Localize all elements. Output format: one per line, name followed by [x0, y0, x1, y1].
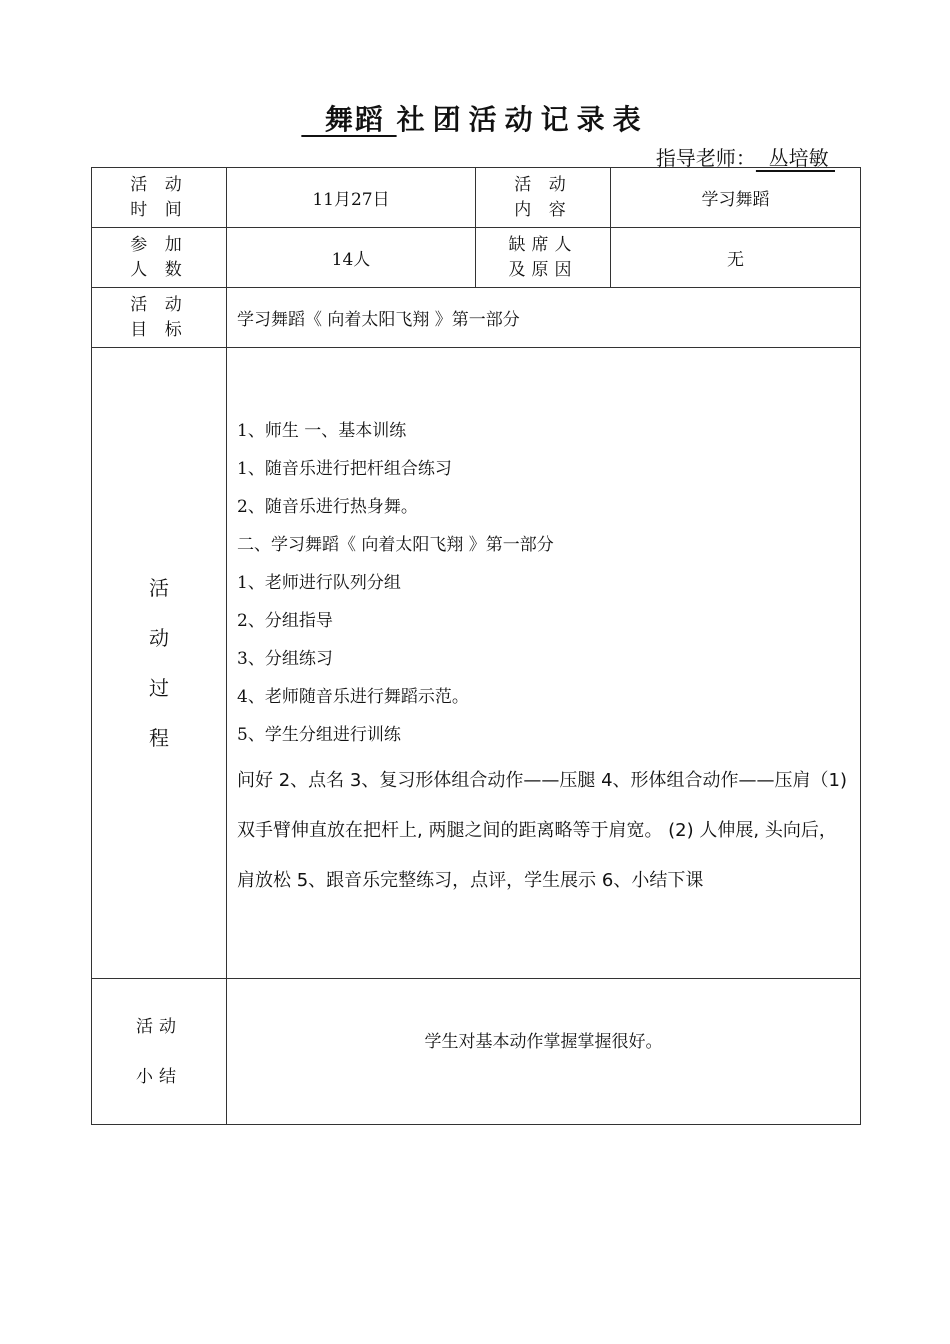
- process-label-char: 活: [149, 576, 169, 600]
- process-line: 2、分组指导: [237, 611, 333, 631]
- time-label-cell: [92, 168, 227, 228]
- summary-label-line2: 小结: [136, 1066, 182, 1087]
- content-value: 学习舞蹈: [611, 168, 861, 228]
- process-line: 二、学习舞蹈《 向着太阳飞翔 》第一部分: [237, 535, 554, 555]
- people-value: 14人: [227, 228, 476, 288]
- table-row: [92, 288, 861, 348]
- time-label-line1: 活 动: [130, 174, 188, 195]
- title-text: 社团活动记录表: [396, 103, 649, 136]
- people-label-line1: 参 加: [130, 234, 188, 255]
- process-label-char: 动: [149, 626, 169, 650]
- table-row: [92, 348, 861, 979]
- table-row: [92, 168, 861, 228]
- content-label-line2: 内 容: [514, 199, 572, 220]
- summary-label-cell: [92, 979, 227, 1125]
- teacher-label: 指导老师：: [655, 146, 756, 170]
- process-line: 4、老师随音乐进行舞蹈示范。: [237, 687, 469, 707]
- goal-label-cell: [92, 288, 227, 348]
- teacher-name: 丛培敏: [755, 146, 835, 170]
- absent-label-cell: [476, 228, 611, 288]
- time-label-line2: 时 间: [130, 199, 188, 220]
- process-line: 2、随音乐进行热身舞。: [237, 497, 418, 517]
- time-value: 11月27日: [227, 168, 476, 228]
- people-label-line2: 人 数: [130, 259, 188, 280]
- table-row: [92, 979, 861, 1125]
- process-content: [227, 348, 861, 979]
- process-line: 3、分组练习: [237, 649, 333, 669]
- process-line: 1、师生 一、基本训练: [237, 421, 407, 441]
- absent-value: 无: [611, 228, 861, 288]
- process-label-char: 过: [149, 676, 169, 700]
- page-title: [0, 98, 950, 138]
- activity-record-table: [91, 167, 861, 1125]
- absent-label-line2: 及原因: [508, 259, 578, 280]
- summary-value: 学生对基本动作掌握掌握很好。: [227, 979, 861, 1125]
- goal-label-line2: 目 标: [130, 319, 188, 340]
- process-line: 1、随音乐进行把杆组合练习: [237, 459, 452, 479]
- content-label-line1: 活 动: [514, 174, 572, 195]
- process-label-cell: [92, 348, 227, 979]
- goal-value: 学习舞蹈《 向着太阳飞翔 》第一部分: [227, 288, 861, 348]
- club-name: 舞蹈: [301, 103, 397, 136]
- process-label-char: 程: [149, 726, 169, 750]
- process-line: 1、老师进行队列分组: [237, 573, 401, 593]
- table-row: [92, 228, 861, 288]
- absent-label-line1: 缺席人: [508, 234, 578, 255]
- people-label-cell: [92, 228, 227, 288]
- content-label-cell: [476, 168, 611, 228]
- process-paragraph: 问好 2、点名 3、复习形体组合动作——压腿 4、形体组合动作——压肩（1) 双手臂伸直放在把杆上, 两腿之间的距离略等于肩宽。 (2) 人伸展, 头向后，肩放松 5、跟音乐完整练习，点评，学生展示 6、小结下课: [237, 770, 847, 891]
- process-line: 5、学生分组进行训练: [237, 725, 401, 745]
- goal-label-line1: 活 动: [130, 294, 188, 315]
- summary-label-line1: 活动: [136, 1016, 182, 1037]
